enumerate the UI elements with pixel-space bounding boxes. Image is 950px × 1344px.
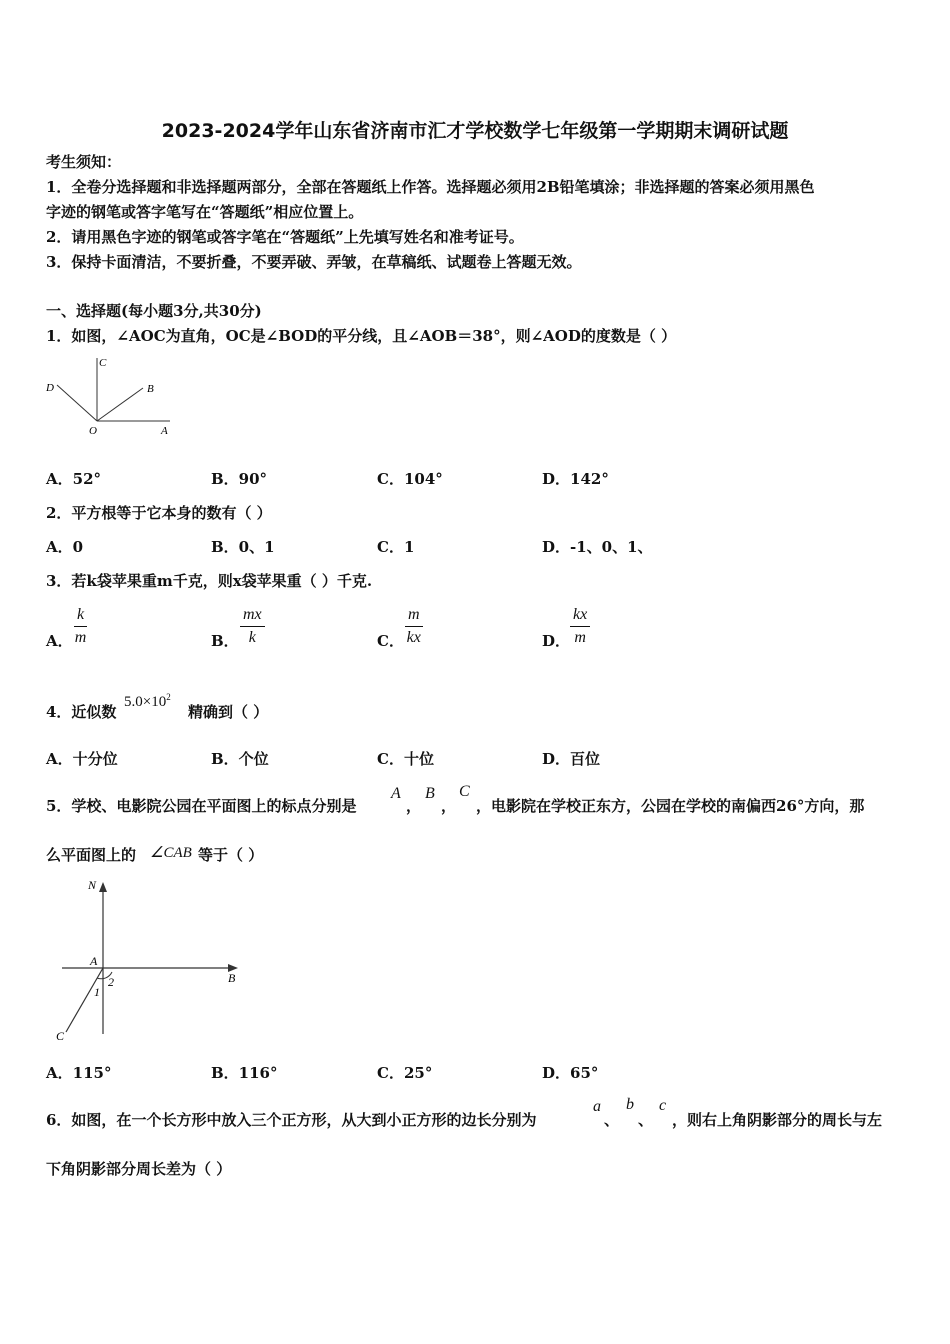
notice-line-3: 2．请用黑色字迹的钢笔或答字笔在“答题纸”上先填写姓名和准考证号。 xyxy=(46,228,524,246)
q3-option-d-fraction xyxy=(570,606,590,647)
q4-option-b: B．个位 xyxy=(211,750,269,768)
question-3-text: 3．若k袋苹果重m千克，则x袋苹果重（ ）千克. xyxy=(46,572,373,590)
q5-option-c: C．25° xyxy=(377,1064,433,1082)
question-6-suffix: ，则右上角阴影部分的周长与左 xyxy=(672,1111,883,1129)
q5-separator-1: ， xyxy=(406,797,422,815)
q3-option-b-letter: B． xyxy=(211,632,239,650)
fraction-numerator: mx xyxy=(240,606,265,627)
q5-separator-2: ， xyxy=(441,797,457,815)
fig1-label-o: O xyxy=(89,425,97,437)
q2-option-c: C．1 xyxy=(377,538,415,556)
question-6-line2: 下角阴影部分周长差为（ ） xyxy=(46,1160,232,1178)
fraction-numerator: kx xyxy=(570,606,590,627)
question-4-suffix: 精确到（ ） xyxy=(188,703,269,721)
q4-math-base: 5.0×10 xyxy=(124,694,167,710)
q1-option-a: A．52° xyxy=(46,470,102,488)
q4-option-c: C．十位 xyxy=(377,750,434,768)
notice-line-4: 3．保持卡面清洁，不要折叠，不要弄破、弄皱，在草稿纸、试题卷上答题无效。 xyxy=(46,253,582,271)
q3-option-c-fraction xyxy=(405,606,423,647)
question-5-line2-prefix: 么平面图上的 xyxy=(46,846,137,864)
fraction-numerator: m xyxy=(405,606,423,627)
q1-option-b: B．90° xyxy=(211,470,268,488)
q5-symbol-a: A xyxy=(391,785,401,802)
question-5-line2-suffix: 等于（ ） xyxy=(198,846,264,864)
fig5-label-1: 1 xyxy=(94,985,100,999)
question-5-line1-suffix: ，电影院在学校正东方，公园在学校的南偏西26°方向，那 xyxy=(476,797,865,815)
fraction-denominator: m xyxy=(574,629,586,646)
q3-option-a-letter: A． xyxy=(46,632,73,650)
fig1-label-a: A xyxy=(161,425,168,437)
q5-symbol-b: B xyxy=(425,785,435,802)
q2-option-d: D．-1、0、1、 xyxy=(542,538,653,556)
fig5-label-n: N xyxy=(88,878,97,892)
fig5-label-2: 2 xyxy=(108,975,114,989)
page-title: 2023-2024学年山东省济南市汇才学校数学七年级第一学期期末调研试题 xyxy=(161,120,789,142)
fig1-label-c: C xyxy=(99,357,107,369)
q6-symbol-b: b xyxy=(626,1096,634,1113)
q6-symbol-a: a xyxy=(593,1098,601,1115)
question-6-prefix: 6．如图，在一个长方形中放入三个正方形，从大到小正方形的边长分别为 xyxy=(46,1111,537,1129)
fraction-numerator: k xyxy=(74,606,87,627)
question-5-line1-prefix: 5．学校、电影院公园在平面图上的标点分别是 xyxy=(46,797,357,815)
fig1-label-b: B xyxy=(147,383,154,395)
q5-option-d: D．65° xyxy=(542,1064,599,1082)
notice-line-1: 1．全卷分选择题和非选择题两部分，全部在答题纸上作答。选择题必须用2B铅笔填涂；非选择题的答案必须用黑色 xyxy=(46,178,815,196)
q1-option-c: C．104° xyxy=(377,470,443,488)
q4-math-exponent: 2 xyxy=(166,692,171,702)
fig1-label-d: D xyxy=(46,382,54,394)
q5-option-a: A．115° xyxy=(46,1064,112,1082)
q1-option-d: D．142° xyxy=(542,470,609,488)
fraction-denominator: m xyxy=(74,629,87,646)
q3-option-d-letter: D． xyxy=(542,632,571,650)
q3-option-a-fraction xyxy=(74,606,87,647)
q5-symbol-c: C xyxy=(459,783,470,800)
q3-option-c-letter: C． xyxy=(377,632,404,650)
q4-math-expression xyxy=(124,692,171,711)
fig5-label-a: A xyxy=(90,954,98,968)
q4-option-d: D．百位 xyxy=(542,750,601,768)
question-1-figure xyxy=(40,352,180,440)
q6-separator-1: 、 xyxy=(604,1111,620,1129)
fraction-denominator: k xyxy=(248,629,256,646)
q2-option-b: B．0、1 xyxy=(211,538,275,556)
q6-symbol-c: c xyxy=(659,1097,667,1114)
question-4-prefix: 4．近似数 xyxy=(46,703,117,721)
notice-line-2: 字迹的钢笔或答字笔写在“答题纸”相应位置上。 xyxy=(46,203,364,221)
question-5-figure xyxy=(50,876,250,1048)
fig5-label-c: C xyxy=(56,1029,65,1043)
q6-separator-2: 、 xyxy=(638,1111,654,1129)
question-2-text: 2．平方根等于它本身的数有（ ） xyxy=(46,504,272,522)
question-1-text: 1．如图，∠AOC为直角，OC是∠BOD的平分线，且∠AOB＝38°，则∠AOD的度数是（ ） xyxy=(46,327,677,345)
q2-option-a: A．0 xyxy=(46,538,84,556)
q3-option-b-fraction xyxy=(240,606,265,647)
q4-option-a: A．十分位 xyxy=(46,750,118,768)
section-heading: 一、选择题(每小题3分,共30分) xyxy=(46,302,262,320)
q5-option-b: B．116° xyxy=(211,1064,278,1082)
notice-heading: 考生须知： xyxy=(46,153,122,171)
fig5-label-b: B xyxy=(228,971,236,985)
q5-angle-cab: ∠CAB xyxy=(150,845,192,861)
fraction-denominator: kx xyxy=(406,629,421,646)
